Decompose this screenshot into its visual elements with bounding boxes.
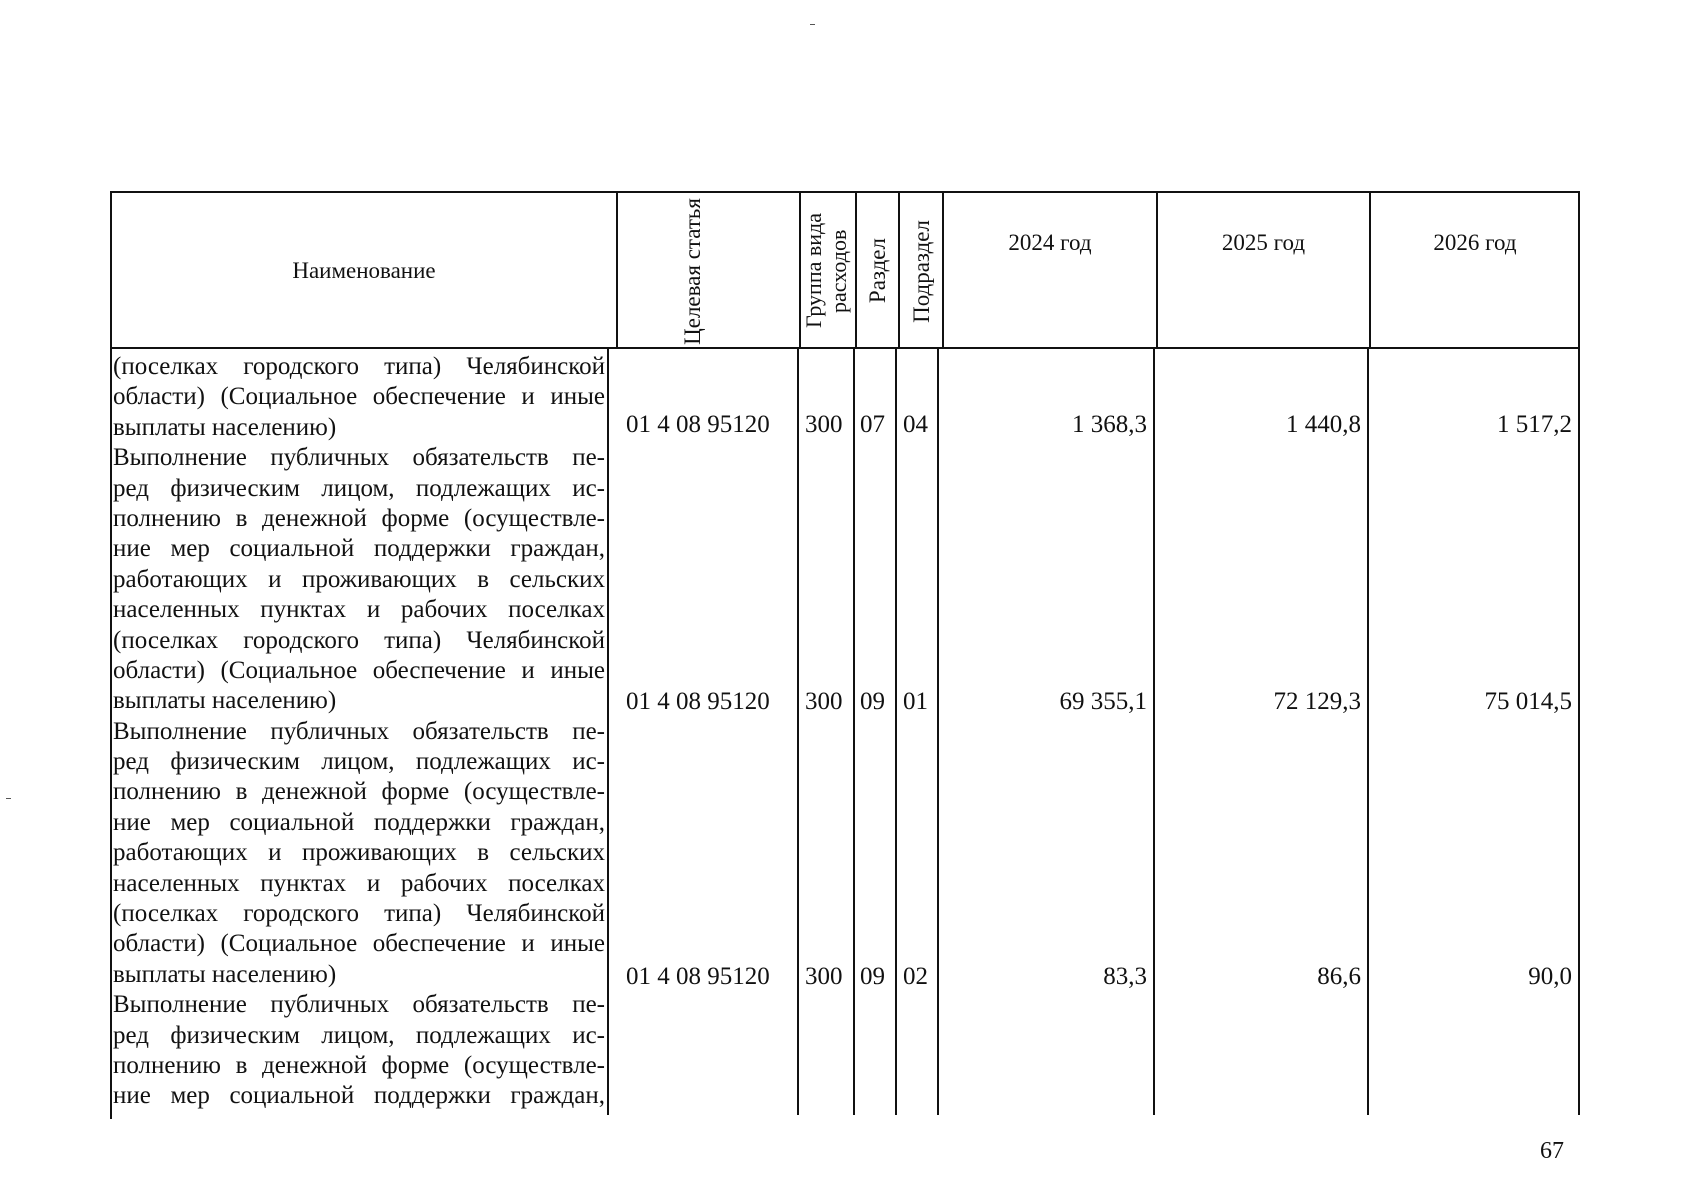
name-line: работающих и проживающих в сельских <box>113 839 605 867</box>
header-target-article-cell <box>618 193 799 349</box>
header-expense-group-cell <box>801 193 855 349</box>
name-line: полнению в денежной форме (осуществле- <box>113 778 605 806</box>
name-line: ние мер социальной поддержки граждан, <box>113 1082 605 1110</box>
name-line: ние мер социальной поддержки граждан, <box>113 808 605 836</box>
name-line: ние мер социальной поддержки граждан, <box>113 535 605 563</box>
scan-speck <box>810 24 815 25</box>
header-subsection: Подраздел <box>908 219 934 323</box>
name-line: Выполнение публичных обязательств пе- <box>113 444 605 472</box>
value-2026: 90,0 <box>1528 963 1572 990</box>
header-subsection-cell <box>900 193 942 349</box>
name-line: (поселках городского типа) Челябинской <box>113 900 605 928</box>
scan-speck <box>6 798 11 799</box>
value-2026: 1 517,2 <box>1497 411 1572 438</box>
subsection-value: 01 <box>903 688 928 715</box>
name-line: населенных пунктах и рабочих поселках <box>113 869 605 897</box>
header-2024-cell <box>944 193 1156 293</box>
expense-group-value: 300 <box>805 688 843 715</box>
header-name-cell <box>112 193 616 349</box>
section-value: 09 <box>860 688 885 715</box>
name-line: Выполнение публичных обязательств пе- <box>113 991 605 1019</box>
name-line: ред физическим лицом, подлежащих ис- <box>113 1021 605 1049</box>
header-name: Наименование <box>292 258 436 283</box>
name-column <box>113 352 605 1112</box>
header-2026: 2026 год <box>1433 230 1517 255</box>
name-line: (поселках городского типа) Челябинской <box>113 353 605 380</box>
value-2024: 1 368,3 <box>1072 411 1147 438</box>
subsection-value: 02 <box>903 963 928 990</box>
name-line: полнению в денежной форме (осуществле- <box>113 504 605 532</box>
header-2026-cell <box>1371 193 1579 293</box>
name-line: ред физическим лицом, подлежащих ис- <box>113 748 605 776</box>
name-line: области) (Социальное обеспечение и иные <box>113 656 605 684</box>
target-article-value: 01 4 08 95120 <box>626 963 770 990</box>
expense-group-value: 300 <box>805 963 843 990</box>
name-line: Выполнение публичных обязательств пе- <box>113 717 605 745</box>
page-number: 67 <box>1540 1138 1564 1164</box>
value-2025: 72 129,3 <box>1273 688 1361 715</box>
value-2026: 75 014,5 <box>1484 688 1572 715</box>
header-expense-group: Группа вида расходов <box>801 213 851 329</box>
name-line: населенных пунктах и рабочих поселках <box>113 596 605 624</box>
value-2024: 69 355,1 <box>1059 688 1147 715</box>
table-header <box>110 191 1580 349</box>
expense-group-value: 300 <box>805 411 843 438</box>
subsection-value: 04 <box>903 411 928 438</box>
header-2025-cell <box>1158 193 1369 293</box>
value-2025: 86,6 <box>1317 963 1361 990</box>
section-value: 07 <box>860 411 885 438</box>
name-line: выплаты населению) <box>113 413 337 441</box>
target-article-value: 01 4 08 95120 <box>626 411 770 438</box>
name-line: (поселках городского типа) Челябинской <box>113 626 605 654</box>
value-2025: 1 440,8 <box>1286 411 1361 438</box>
header-section-cell <box>857 193 898 349</box>
value-2024: 83,3 <box>1103 963 1147 990</box>
name-line: полнению в денежной форме (осуществле- <box>113 1051 605 1079</box>
name-line: выплаты населению) <box>113 687 337 715</box>
name-line: области) (Социальное обеспечение и иные <box>113 383 605 411</box>
name-line: ред физическим лицом, подлежащих ис- <box>113 474 605 502</box>
target-article-value: 01 4 08 95120 <box>626 688 770 715</box>
name-line: работающих и проживающих в сельских <box>113 565 605 593</box>
section-value: 09 <box>860 963 885 990</box>
header-section: Раздел <box>865 238 890 304</box>
header-2025: 2025 год <box>1221 230 1306 255</box>
name-line: области) (Социальное обеспечение и иные <box>113 930 605 958</box>
name-line: выплаты населению) <box>113 960 337 988</box>
header-target-article: Целевая статья <box>679 197 705 345</box>
header-2024: 2024 год <box>1008 230 1092 255</box>
